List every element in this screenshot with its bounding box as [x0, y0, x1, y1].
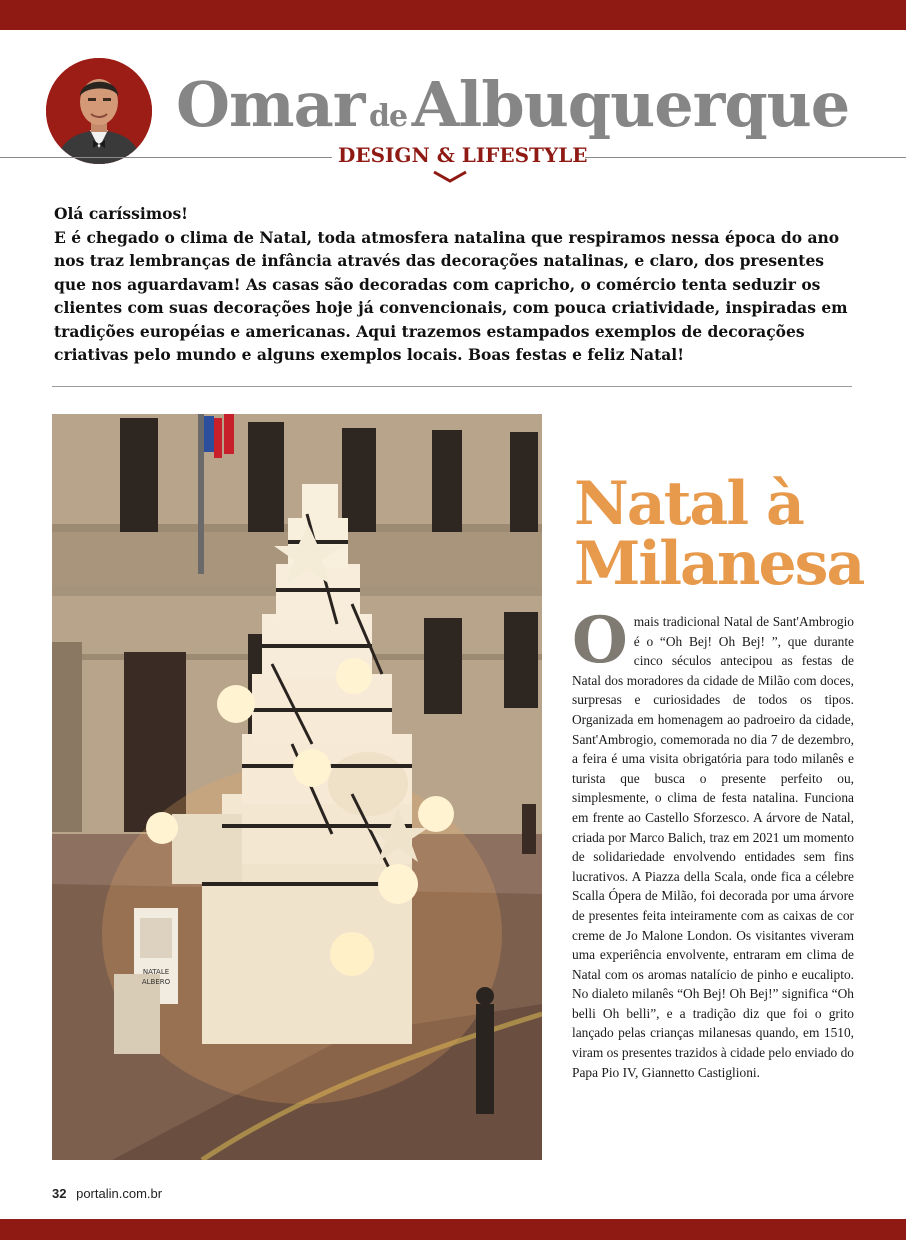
article-photo: [52, 414, 542, 1160]
drop-cap: O: [572, 603, 628, 678]
article-body: [572, 603, 854, 1082]
section-title: [338, 143, 588, 169]
article-title-line1: Natal à: [574, 469, 803, 539]
author-last-name: Albuquerque: [411, 68, 850, 141]
section-title-part2: LIFESTYLE: [461, 143, 588, 167]
site-url: portalin.com.br: [76, 1186, 163, 1201]
photo-sign-text: NATALE: [142, 968, 170, 976]
author-name: [176, 68, 850, 141]
top-color-bar: [0, 0, 906, 30]
intro-body: E é chegado o clima de Natal, toda atmosfera natalina que respiramos nessa época do ano nos traz lembranças de infância através das decorações natalinas, e claro, dos presentes que nos aguardavam! As casas são decoradas com capricho, o comércio tenta seduzir os clientes com suas decorações hoje já convencionais, com pouca criatividade, inspiradas em tradições européias e americanas. Aqui trazemos estampados exemplos de decorações criativas pelo mundo e alguns exemplos locais. Boas festas e feliz Natal!: [54, 227, 848, 364]
christmas-gift-tree-photo-icon: [52, 414, 542, 1160]
article-text: mais tradicional Natal de Sant'Ambrogio é o “Oh Bej! Oh Bej! ”, que durante cinco séculos antecipou as festas de Natal dos moradores da cidade de Milão com doces, surpresas e curiosidades de todos os tipos. Organizada em homenagem ao padroeiro da cidade, Sant'Ambrogio, comemorada no dia 7 de dezembro, a feira é uma visita obrigatória para todo milanês e turista que busca o presente perfeito ou, simplesmente, o clima de festa natalina. Funciona em frente ao Castello Sforzesco. A árvore de Natal, criada por Marco Balich, traz em 2021 um momento de solidariedade envolvendo entidades sem fins lucrativos. A Piazza della Scala, onde fica a célebre Scalla Ópera de Milão, foi decorada por uma árvore de presentes feita inteiramente com as caixas de cor creme de Jo Malone London. Os visitantes viveram uma experiência envolvente, entraram em clima de Natal com os aromas natalício de pinho e eucalipto. No dialeto milanês “Oh Bej! Oh Bej!” significa “Oh belli Oh belli”, e a tradição diz que foi o grito lançado pelas crianças milanesas quando, em 1510, viram os presentes trazidos à cidade pelo enviado do Papa Pio IV, Giannetto Castiglioni.: [572, 614, 854, 1080]
author-name-particle: de: [369, 99, 408, 134]
bottom-color-bar: [0, 1219, 906, 1240]
page-number: 32: [52, 1186, 67, 1201]
intro-divider: [52, 386, 852, 387]
author-first-name: Omar: [176, 68, 365, 141]
author-portrait-icon: [46, 58, 152, 164]
intro-text: [54, 202, 854, 367]
page-footer: [52, 1186, 252, 1201]
header-rule-left: [0, 157, 332, 158]
section-title-ampersand: &: [436, 143, 455, 167]
header-rule-right: [585, 157, 906, 158]
article-title: [574, 469, 874, 599]
author-avatar: [46, 58, 152, 164]
chevron-down-icon: [432, 170, 468, 184]
article-title-line2: Milanesa: [574, 529, 864, 599]
section-title-part1: DESIGN: [338, 143, 430, 167]
intro-greeting: Olá caríssimos!: [54, 204, 188, 223]
photo-sign-text-2: ALBERO: [141, 978, 171, 986]
